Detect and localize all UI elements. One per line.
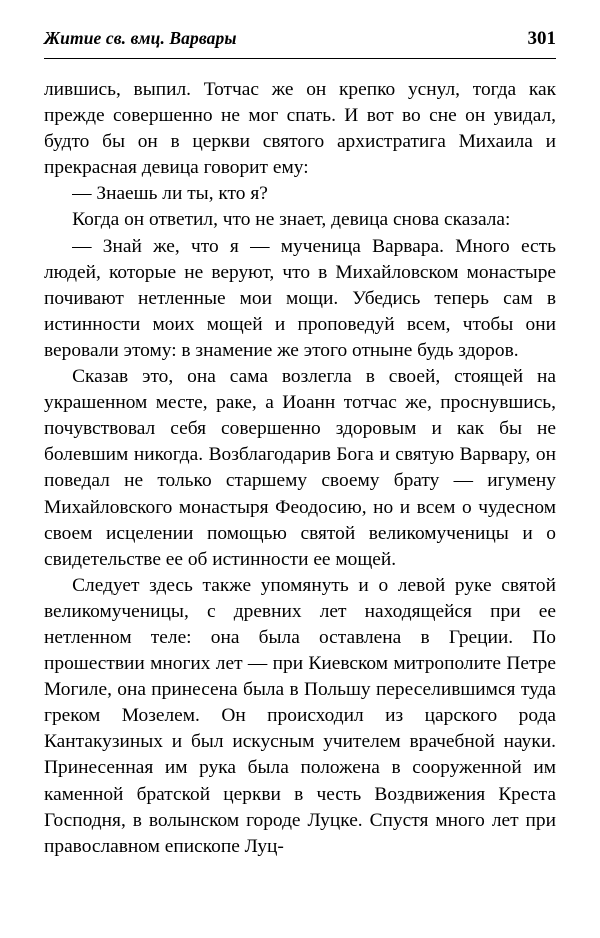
page-header: [44, 28, 556, 56]
body-text: [44, 77, 556, 860]
page-number: 301: [527, 28, 556, 49]
paragraph: Следует здесь также упомянуть и о левой руке святой великомученицы, с древних лет находящейся при ее нетленном теле: она была оставлена в Греции. По прошествии многих лет — при Киевском митрополите Петре Могиле, она принесена была в Польшу переселившимся туда греком Мозелем. Он происходил из царского рода Кантакузиных и был искусным учителем врачебной науки. Принесенная им рука была положена в сооруженной им каменной братской церкви в честь Воздвижения Креста Господня, в волынском городе Луцке. Спустя много лет при православном епископе Луц-: [44, 574, 556, 857]
header-divider: [44, 58, 556, 59]
paragraph: Когда он ответил, что не знает, девица снова сказала:: [72, 209, 511, 231]
paragraph: — Знай же, что я — мученица Варвара. Много есть людей, которые не веруют, что в Михайловском монастыре почивают нетленные мои мощи. Убедись теперь сам в истинности моих мощей и проповедуй всем, чтобы они веровали этому: в знамение же этого отныне будь здоров.: [44, 235, 556, 361]
running-title: Житие св. вмц. Варвары: [44, 28, 237, 48]
paragraph: лившись, выпил. Тотчас же он крепко уснул, тогда как прежде совершенно не мог спать. И вот во сне он увидал, будто бы он в церкви святого архистратига Михаила и прекрасная девица говорит ему:: [44, 79, 556, 179]
paragraph: — Знаешь ли ты, кто я?: [72, 183, 268, 205]
paragraph: Сказав это, она сама возлегла в своей, стоящей на украшенном месте, раке, а Иоанн тотчас же, проснувшись, почувствовал себя совершенно здоровым и как бы не болевшим никогда. Возблагодарив Бога и святую Варвару, он поведал не только старшему своему брату — игумену Михайловского монастыря Феодосию, но и всем о чудесном своем исцелении помощью святой великомученицы и о свидетельстве ее об истинности ее мощей.: [44, 366, 556, 570]
